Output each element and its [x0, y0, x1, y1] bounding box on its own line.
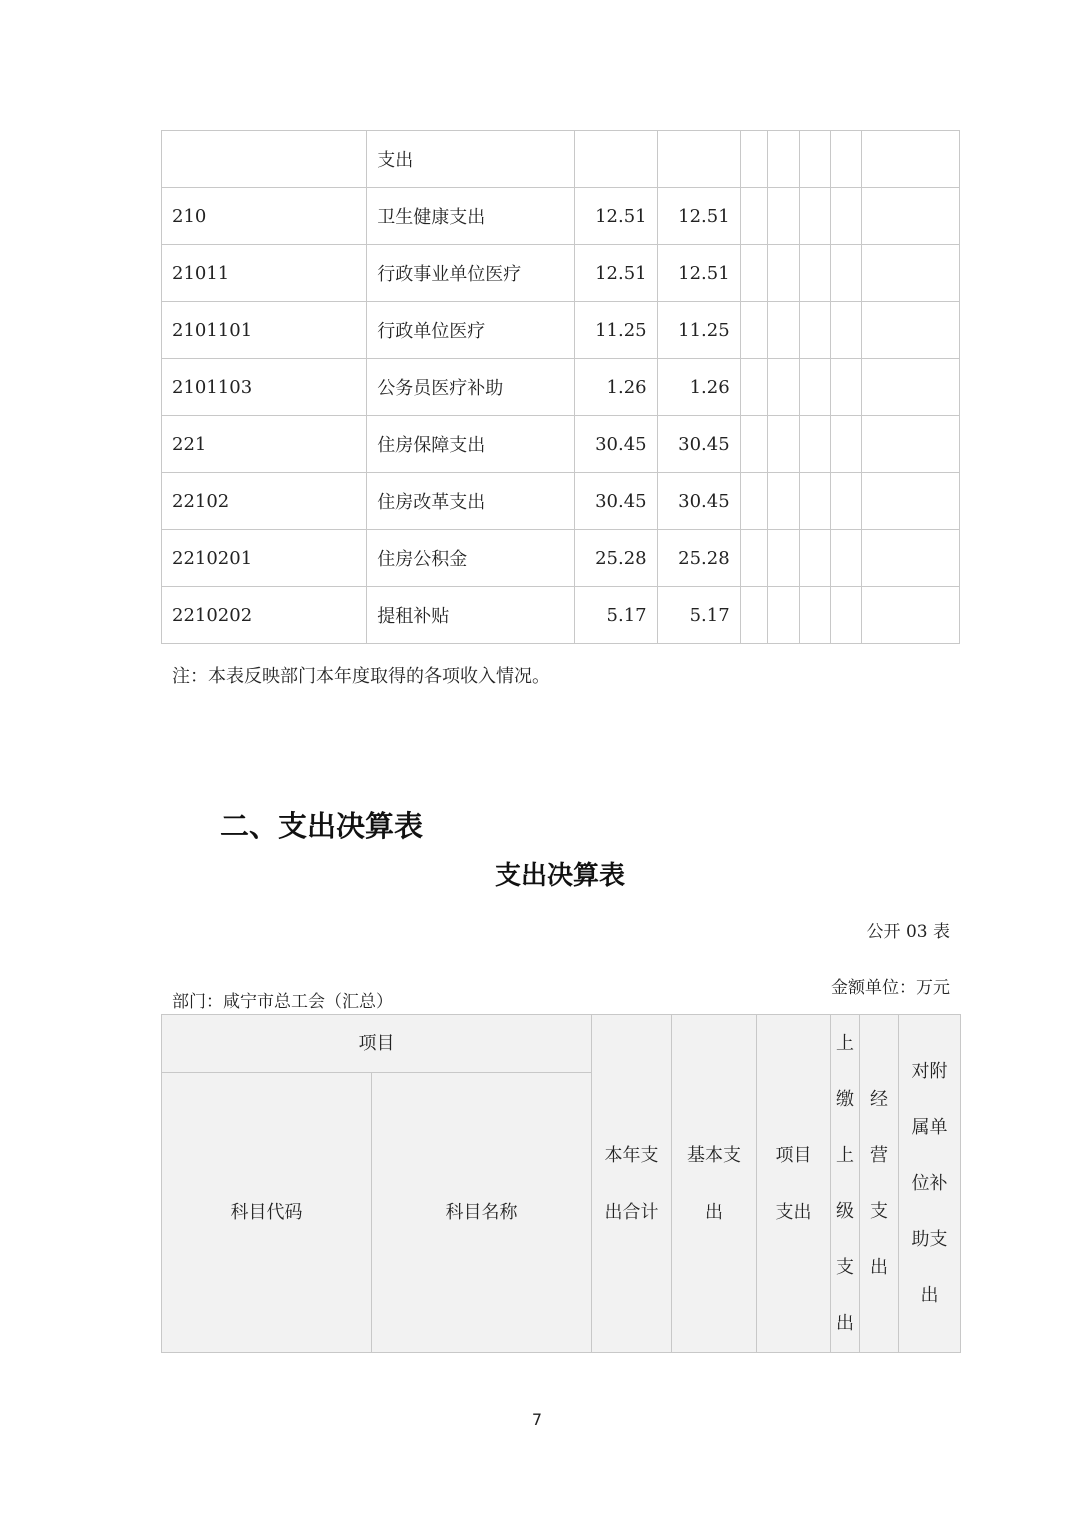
table-row: [162, 587, 960, 644]
cell-empty: [830, 245, 861, 302]
cell-basic: 30.45: [657, 416, 740, 473]
cell-empty: [861, 131, 959, 188]
section-title: 二、支出决算表: [220, 809, 424, 843]
cell-empty: [799, 587, 830, 644]
cell-name: 住房公积金: [367, 530, 574, 587]
cell-name: 行政事业单位医疗: [367, 245, 574, 302]
header-project-expense: 项目 支出: [757, 1015, 831, 1353]
table-row: [162, 473, 960, 530]
cell-empty: [861, 473, 959, 530]
cell-empty: [767, 188, 799, 245]
cell-code: 2101101: [162, 302, 367, 359]
cell-empty: [799, 359, 830, 416]
cell-total: 12.51: [574, 188, 657, 245]
page-number: 7: [531, 1410, 543, 1429]
cell-basic: [657, 131, 740, 188]
cell-empty: [830, 302, 861, 359]
cell-basic: 30.45: [657, 473, 740, 530]
cell-name: 住房改革支出: [367, 473, 574, 530]
cell-basic: 11.25: [657, 302, 740, 359]
cell-empty: [740, 359, 767, 416]
cell-empty: [767, 302, 799, 359]
cell-empty: [767, 359, 799, 416]
cell-empty: [861, 587, 959, 644]
cell-empty: [799, 530, 830, 587]
cell-code: [162, 131, 367, 188]
cell-name: 提租补贴: [367, 587, 574, 644]
cell-empty: [830, 359, 861, 416]
cell-empty: [740, 131, 767, 188]
cell-empty: [740, 188, 767, 245]
cell-total: 30.45: [574, 473, 657, 530]
cell-empty: [740, 416, 767, 473]
cell-total: 11.25: [574, 302, 657, 359]
cell-empty: [799, 188, 830, 245]
cell-empty: [740, 473, 767, 530]
header-subject-name: 科目名称: [372, 1073, 592, 1353]
cell-empty: [861, 302, 959, 359]
cell-empty: [740, 245, 767, 302]
cell-empty: [799, 302, 830, 359]
cell-empty: [830, 416, 861, 473]
cell-code: 2210201: [162, 530, 367, 587]
table-title: 支出决算表: [494, 861, 625, 891]
department-label: 部门：咸宁市总工会（汇总）: [172, 992, 393, 1012]
cell-empty: [830, 188, 861, 245]
table-row: [162, 416, 960, 473]
cell-name: 卫生健康支出: [367, 188, 574, 245]
amount-unit: 金额单位：万元: [831, 978, 950, 998]
cell-total: [574, 131, 657, 188]
cell-total: 30.45: [574, 416, 657, 473]
header-subject-code: 科目代码: [162, 1073, 372, 1353]
cell-name: 行政单位医疗: [367, 302, 574, 359]
cell-empty: [767, 473, 799, 530]
cell-empty: [799, 473, 830, 530]
cell-empty: [767, 587, 799, 644]
cell-empty: [861, 245, 959, 302]
cell-basic: 1.26: [657, 359, 740, 416]
cell-basic: 12.51: [657, 245, 740, 302]
cell-empty: [799, 131, 830, 188]
cell-empty: [830, 131, 861, 188]
income-table-continued: [161, 130, 960, 644]
cell-empty: [830, 530, 861, 587]
cell-code: 2210202: [162, 587, 367, 644]
header-basic: 基本支 出: [672, 1015, 757, 1353]
cell-basic: 25.28: [657, 530, 740, 587]
table-row: [162, 530, 960, 587]
cell-total: 25.28: [574, 530, 657, 587]
cell-total: 1.26: [574, 359, 657, 416]
cell-empty: [767, 416, 799, 473]
cell-code: 2101103: [162, 359, 367, 416]
cell-empty: [799, 245, 830, 302]
cell-basic: 5.17: [657, 587, 740, 644]
cell-empty: [767, 131, 799, 188]
table-row: [162, 188, 960, 245]
cell-basic: 12.51: [657, 188, 740, 245]
cell-name: 支出: [367, 131, 574, 188]
cell-total: 12.51: [574, 245, 657, 302]
cell-empty: [861, 359, 959, 416]
cell-name: 住房保障支出: [367, 416, 574, 473]
header-subsidy: 对附 属单 位补 助支 出: [899, 1015, 961, 1353]
table-row: [162, 359, 960, 416]
cell-code: 22102: [162, 473, 367, 530]
cell-empty: [740, 587, 767, 644]
table-row: [162, 302, 960, 359]
cell-code: 21011: [162, 245, 367, 302]
header-upper: 上 缴 上 级 支 出: [831, 1015, 860, 1353]
cell-name: 公务员医疗补助: [367, 359, 574, 416]
cell-total: 5.17: [574, 587, 657, 644]
cell-code: 210: [162, 188, 367, 245]
form-number: 公开 03 表: [866, 922, 950, 942]
header-total: 本年支 出合计: [592, 1015, 672, 1353]
cell-empty: [830, 473, 861, 530]
cell-empty: [861, 188, 959, 245]
cell-empty: [861, 416, 959, 473]
cell-empty: [740, 530, 767, 587]
header-project: 项目: [162, 1015, 592, 1073]
table-row: [162, 245, 960, 302]
cell-empty: [830, 587, 861, 644]
cell-code: 221: [162, 416, 367, 473]
cell-empty: [740, 302, 767, 359]
cell-empty: [767, 530, 799, 587]
expenditure-table-header: [161, 1014, 961, 1353]
header-business: 经 营 支 出: [860, 1015, 899, 1353]
table-note: 注：本表反映部门本年度取得的各项收入情况。: [172, 666, 550, 687]
cell-empty: [799, 416, 830, 473]
cell-empty: [767, 245, 799, 302]
table-row: [162, 131, 960, 188]
cell-empty: [861, 530, 959, 587]
